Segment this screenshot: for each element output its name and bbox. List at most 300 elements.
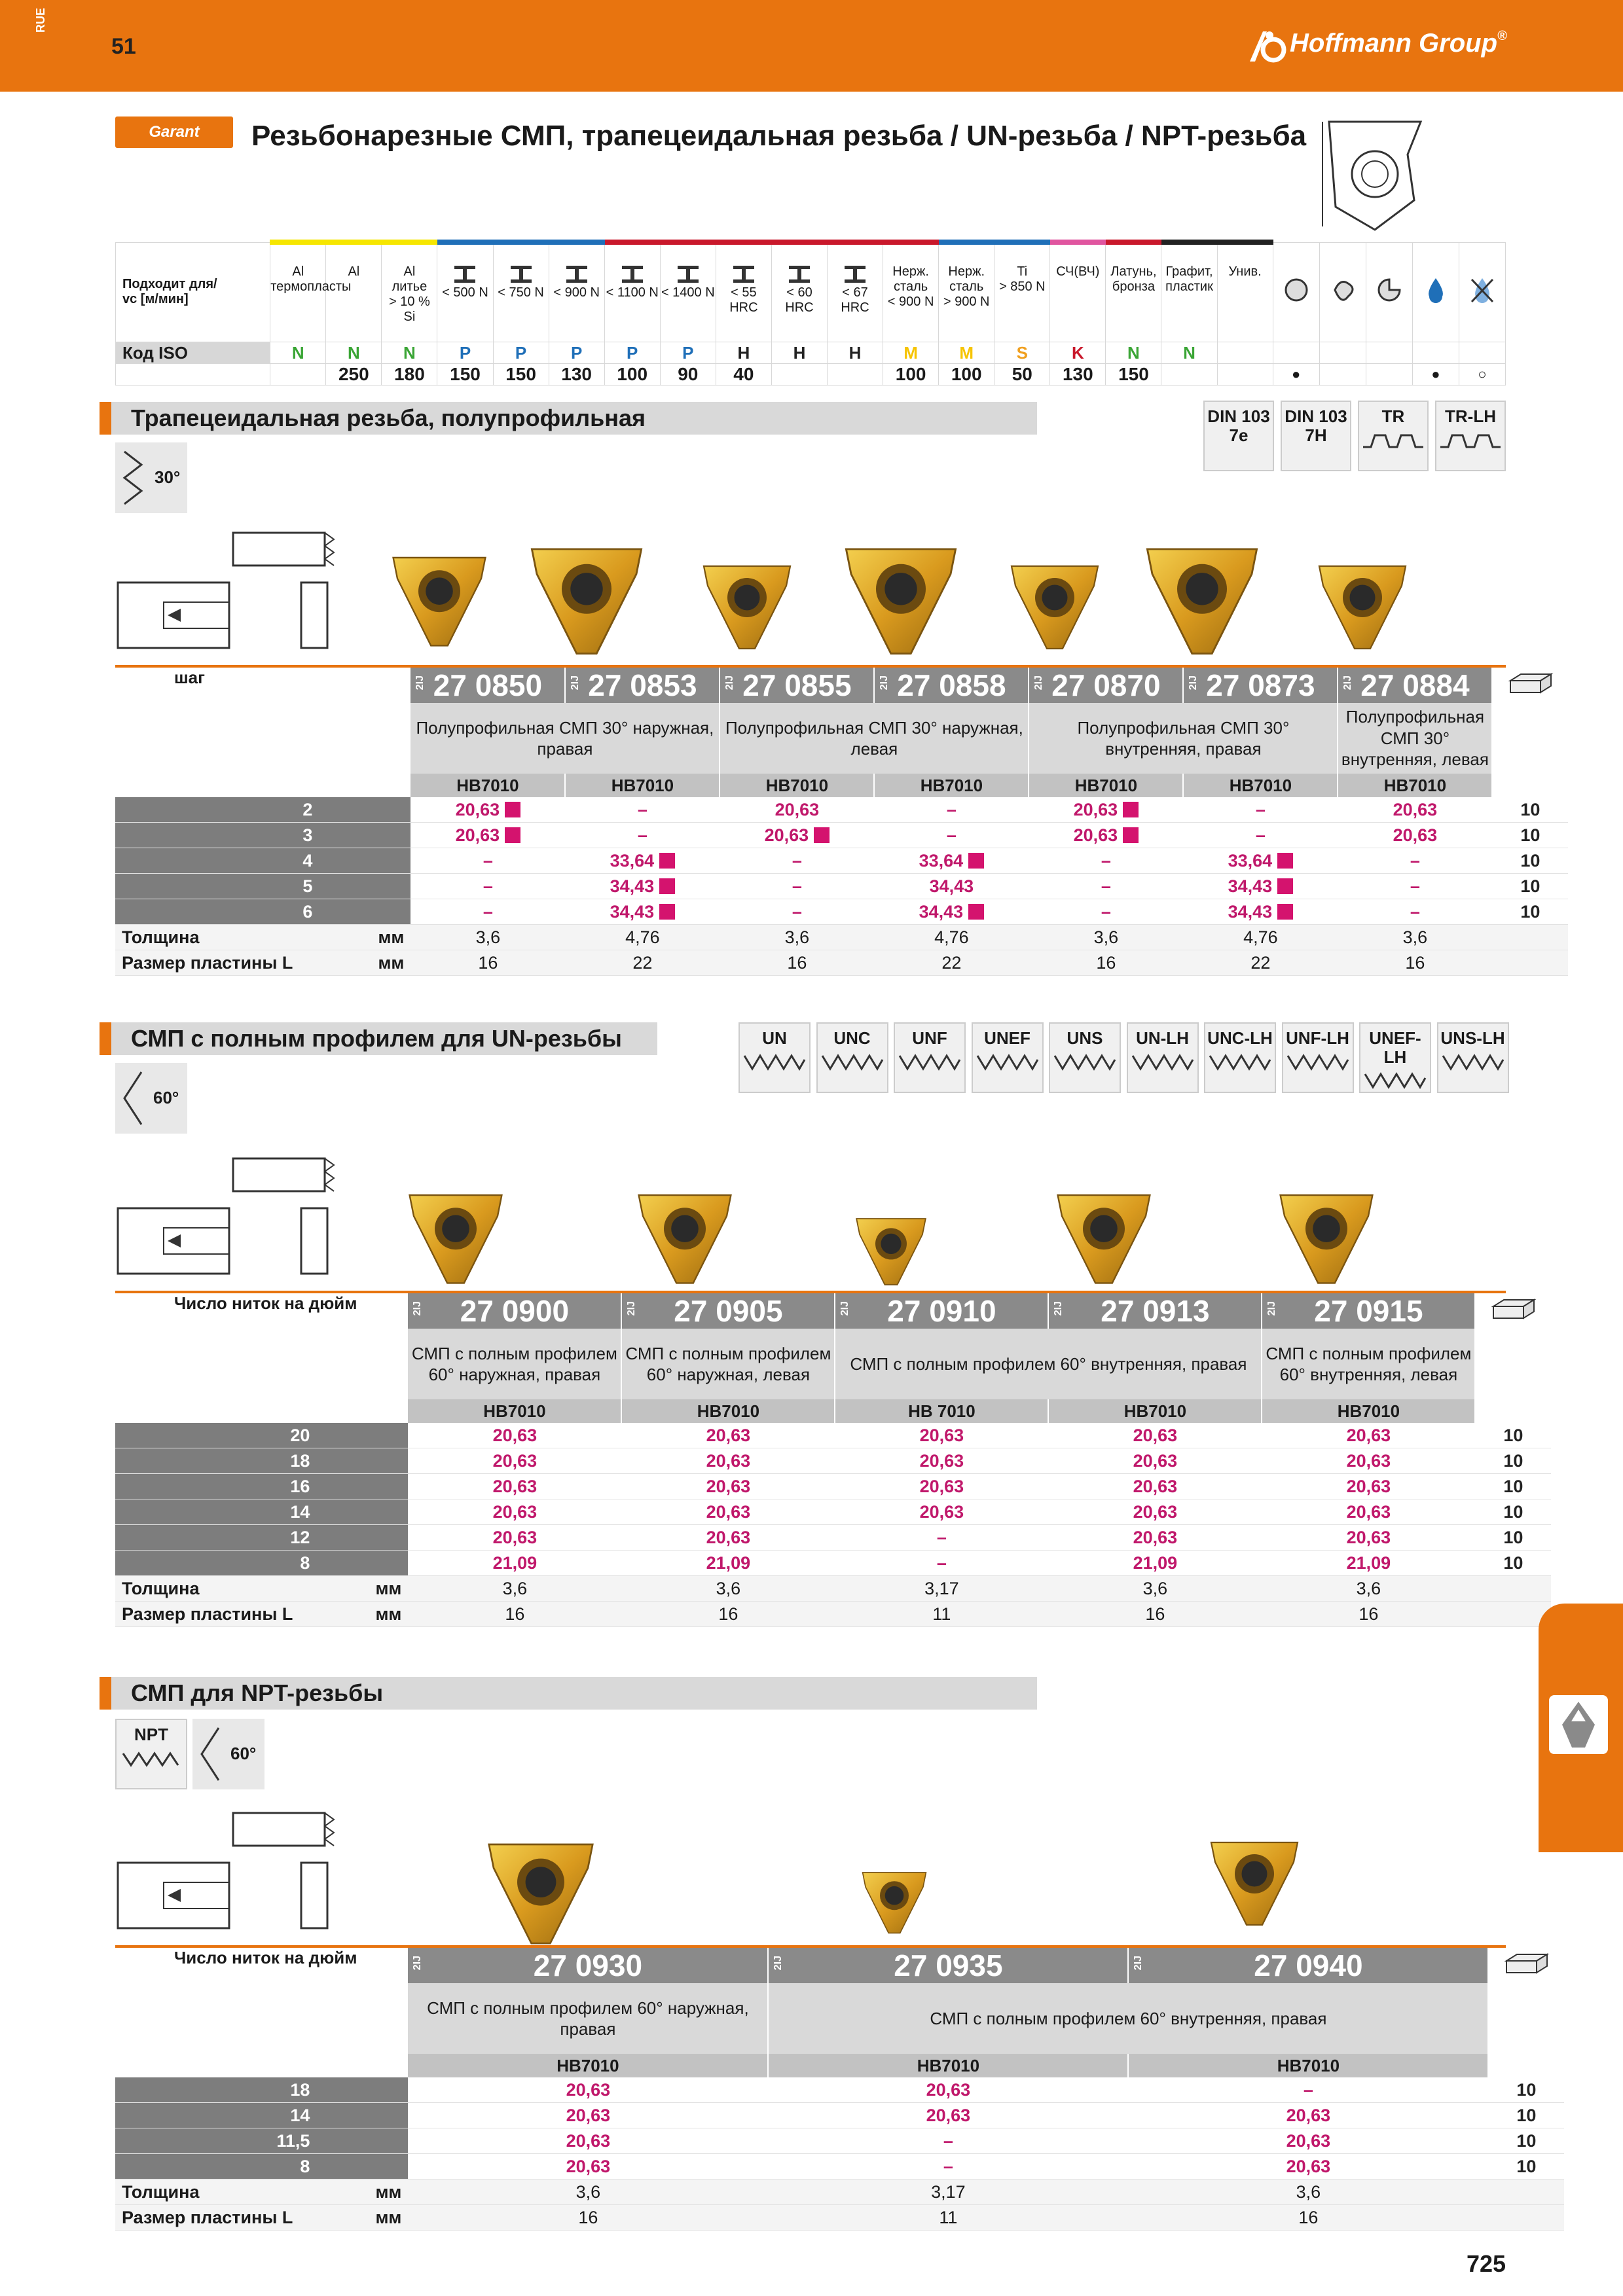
price-value: 20,63 [835,1499,1048,1525]
material-header: < 750 N [493,242,549,342]
price-value: 20,63 [1128,2154,1488,2179]
price-value: – [720,874,874,899]
info-unit: мм [293,1576,408,1602]
angle-badge-30: 30° [115,442,187,513]
availability-mark-icon [968,853,984,869]
material-header: Al термопласты [270,242,326,342]
pack-quantity: 10 [1492,874,1568,899]
fit-for-label: Подходит для/ vc [м/мин] [116,242,270,342]
thread-insert-image [848,1211,934,1289]
price-value: 20,63 [408,1499,621,1525]
price-value: – [720,848,874,874]
grade: HB7010 [621,1399,835,1423]
info-row [115,950,1568,976]
price-value: 20,63 [408,1474,621,1499]
thread-standard-badge: UNC [816,1022,888,1093]
material-header: Графит, пластик [1161,242,1217,342]
steel-beam-icon [661,264,716,285]
info-unit: мм [293,2179,408,2205]
price-value: 21,09 [1048,1551,1262,1576]
pack-quantity: 10 [1492,797,1568,823]
price-value: 20,63 [621,1525,835,1551]
price-value: – [874,823,1029,848]
grade: HB7010 [408,2054,768,2077]
info-value: 16 [1048,1602,1262,1627]
price-value: 20,63 [408,2128,768,2154]
info-row [115,2179,1564,2205]
availability-mark-icon [1277,853,1293,869]
thread-standard-badge: UNEF-LH [1359,1022,1431,1093]
table-row [115,1423,1551,1448]
article-number: 2IJ 27 0873 [1183,668,1338,703]
cutting-speed: 150 [1106,364,1161,386]
info-value: 3,6 [1029,925,1183,950]
cutting-speed: 130 [549,364,604,386]
price-value: 20,63 [1262,1474,1475,1499]
info-value: 4,76 [565,925,720,950]
price-value: 33,64 [565,848,720,874]
cutting-speed: 250 [326,364,382,386]
irregular-cut-icon [1319,242,1366,342]
row-key: 20 [115,1423,408,1448]
trap-product-table [115,665,1569,976]
price-value: 20,63 [410,823,565,848]
price-value: – [410,848,565,874]
section-title-trapezoidal: Трапецеидальная резьба, полупрофильная [100,402,1037,435]
pack-quantity: 10 [1475,1448,1551,1474]
price-value: 33,64 [1183,848,1338,874]
thread-insert-image [1045,1185,1163,1289]
info-value: 22 [1183,950,1338,976]
price-value: – [1338,848,1492,874]
info-value: 3,6 [410,925,565,950]
table-row [115,797,1568,823]
material-header: Ti > 850 N [994,242,1050,342]
hoffmann-logo-icon [1247,27,1286,64]
insert-description: СМП с полным профилем 60° внутренняя, правая [768,1983,1488,2054]
un-product-table [115,1291,1552,1627]
price-value: 20,63 [408,1448,621,1474]
thread-standard-badge: UNF-LH [1282,1022,1354,1093]
price-value: 21,09 [621,1551,835,1576]
price-value: 20,63 [1029,823,1183,848]
price-value: 20,63 [1048,1499,1262,1525]
material-header: Al [326,242,382,342]
pack-quantity: 10 [1488,2154,1564,2179]
thread-standard-badge: DIN 103 7H [1281,401,1351,471]
material-header: < 67 HRC [828,242,883,342]
price-value: 20,63 [408,1423,621,1448]
table-head-label: Число ниток на дюйм [174,1948,357,1967]
price-value: 34,43 [1183,899,1338,925]
pack-quantity: 10 [1488,2077,1564,2103]
info-value: 4,76 [874,925,1029,950]
coolant-drop-icon [1412,242,1459,342]
iso-code: N [1161,342,1217,364]
article-number: 2IJ 27 0940 [1128,1948,1488,1983]
garant-logo: Garant [115,117,233,148]
article-number: 2IJ 27 0853 [565,668,720,703]
grade: HB7010 [408,1399,621,1423]
grade: HB 7010 [835,1399,1048,1423]
info-value: 3,6 [1338,925,1492,950]
section-title-npt: СМП для NPT-резьбы [100,1677,1037,1710]
row-key: 16 [115,1474,408,1499]
price-value: – [565,823,720,848]
grade: HB7010 [565,774,720,797]
thread-insert-image [835,537,966,661]
price-value: 20,63 [1128,2103,1488,2128]
iso-code: K [1050,342,1106,364]
info-value: 3,17 [768,2179,1128,2205]
price-value: – [1338,874,1492,899]
insert-description: Полупрофильная СМП 30° наружная, правая [410,703,720,774]
info-row [115,1576,1551,1602]
table-row [115,1499,1551,1525]
article-number: 2IJ 27 0858 [874,668,1029,703]
price-value: 20,63 [1048,1448,1262,1474]
cutting-speed: 180 [382,364,437,386]
price-value: – [1338,899,1492,925]
article-number: 2IJ 27 0915 [1262,1293,1475,1329]
availability-mark-icon [1123,802,1139,817]
article-number: 2IJ 27 0935 [768,1948,1128,1983]
condition-mark [1366,364,1412,386]
price-value: 20,63 [1048,1525,1262,1551]
price-value: 20,63 [1262,1499,1475,1525]
availability-mark-icon [968,904,984,920]
pack-quantity: 10 [1475,1525,1551,1551]
price-value: 20,63 [1262,1525,1475,1551]
cutting-speed: 40 [716,364,771,386]
info-value: 22 [565,950,720,976]
info-key: Толщина [115,1576,293,1602]
info-value: 22 [874,950,1029,976]
grade: HB7010 [1029,774,1183,797]
price-value: – [565,797,720,823]
turning-tool-icon [1549,1695,1608,1754]
price-value: 20,63 [1048,1474,1262,1499]
iso-code: H [716,342,771,364]
thread-insert-image [475,1833,606,1950]
cutting-speed: 100 [883,364,939,386]
availability-mark-icon [814,827,830,843]
thread-insert-image [521,537,652,661]
info-unit: мм [293,1602,408,1627]
article-number: 2IJ 27 0913 [1048,1293,1262,1329]
info-value: 16 [1338,950,1492,976]
material-header: Нерж. сталь > 900 N [939,242,994,342]
material-header: СЧ(ВЧ) [1050,242,1106,342]
price-value: – [768,2154,1128,2179]
interrupted-cut-icon [1366,242,1412,342]
price-value: 20,63 [408,1525,621,1551]
condition-mark [1319,364,1366,386]
info-value: 3,6 [720,925,874,950]
thread-insert-image [1202,1833,1307,1931]
availability-mark-icon [1123,827,1139,843]
price-value: – [720,899,874,925]
table-row [115,1551,1551,1576]
price-value: 34,43 [565,874,720,899]
steel-beam-icon [549,264,604,285]
cutting-speed [1161,364,1217,386]
grade: HB7010 [1048,1399,1262,1423]
thread-standard-badge: UNEF [972,1022,1044,1093]
iso-code: P [604,342,660,364]
grade: HB7010 [720,774,874,797]
thread-standard-badge: UN [739,1022,811,1093]
row-key: 14 [115,1499,408,1525]
condition-mark: ● [1412,364,1459,386]
grade: HB7010 [1128,2054,1488,2077]
language-tag: RUE [34,7,47,33]
row-key: 18 [115,1448,408,1474]
insert-description: Полупрофильная СМП 30° внутренняя, правая [1029,703,1338,774]
table-row [115,2154,1564,2179]
table-row [115,874,1568,899]
price-value: 20,63 [1262,1423,1475,1448]
iso-code: S [994,342,1050,364]
cutting-speed [828,364,883,386]
iso-code: P [493,342,549,364]
price-value: – [410,899,565,925]
thread-insert-image [999,556,1110,655]
price-value: 20,63 [835,1423,1048,1448]
table-row [115,1525,1551,1551]
row-key: 12 [115,1525,408,1551]
price-value: – [1128,2077,1488,2103]
info-value: 16 [1262,1602,1475,1627]
cutting-speed: 100 [604,364,660,386]
iso-code: N [270,342,326,364]
price-value: – [1029,848,1183,874]
iso-code: P [437,342,493,364]
page-title: Резьбонарезные СМП, трапецеидальная резьба / UN-резьба / NPT-резьба [251,120,1307,152]
availability-mark-icon [505,827,520,843]
table-row [115,1448,1551,1474]
info-value: 3,6 [1048,1576,1262,1602]
row-key: 18 [115,2077,408,2103]
article-number: 2IJ 27 0930 [408,1948,768,1983]
info-value: 3,6 [621,1576,835,1602]
price-value: – [768,2128,1128,2154]
material-header: < 55 HRC [716,242,771,342]
iso-code: H [771,342,827,364]
article-number: 2IJ 27 0905 [621,1293,835,1329]
grade: HB7010 [1338,774,1492,797]
price-value: 20,63 [408,2103,768,2128]
price-value: 20,63 [1029,797,1183,823]
row-key: 2 [115,797,410,823]
price-value: 20,63 [720,797,874,823]
info-key: Размер пластины L [115,1602,293,1627]
info-value: 16 [408,1602,621,1627]
pack-quantity: 10 [1492,823,1568,848]
article-range: 27 0850–27 0940 [116,364,270,386]
article-number: 2IJ 27 0850 [410,668,565,703]
steel-beam-icon [772,264,827,285]
row-key: 5 [115,874,410,899]
steel-beam-icon [605,264,660,285]
iso-code: N [382,342,437,364]
thread-standard-badge: UNS-LH [1437,1022,1509,1093]
angle-badge-60: 60° [115,1063,187,1134]
info-value: 3,6 [1262,1576,1475,1602]
availability-mark-icon [505,802,520,817]
price-value: 34,43 [874,874,1029,899]
info-row [115,925,1568,950]
material-header: < 60 HRC [771,242,827,342]
pack-quantity: 10 [1475,1474,1551,1499]
page-number-bottom: 725 [1467,2250,1506,2277]
grade: HB7010 [1262,1399,1475,1423]
material-header: Латунь, бронза [1106,242,1161,342]
price-value: 34,43 [874,899,1029,925]
price-value: 20,63 [1338,823,1492,848]
tool-holder-sketch-un [115,1156,338,1280]
info-value: 11 [835,1602,1048,1627]
info-unit: мм [293,2205,408,2231]
condition-mark: ● [1273,364,1319,386]
info-value: 16 [408,2205,768,2231]
price-value: 20,63 [1128,2128,1488,2154]
grade: HB7010 [874,774,1029,797]
iso-code: P [660,342,716,364]
info-value: 3,6 [1128,2179,1488,2205]
insert-description: СМП с полным профилем 60° внутренняя, левая [1262,1329,1475,1399]
price-value: 20,63 [1338,797,1492,823]
insert-description: СМП с полным профилем 60° внутренняя, правая [835,1329,1262,1399]
thread-standard-badge: UNF [894,1022,966,1093]
iso-code: M [883,342,939,364]
info-row [115,2205,1564,2231]
availability-mark-icon [1277,904,1293,920]
pack-quantity: 10 [1475,1423,1551,1448]
grade: HB7010 [1183,774,1338,797]
table-head-label: Число ниток на дюйм [174,1293,357,1313]
cutting-speed: 50 [994,364,1050,386]
dry-cut-icon [1459,242,1505,342]
steel-beam-icon [716,264,771,285]
table-row [115,2128,1564,2154]
price-value: – [1029,874,1183,899]
thread-standard-badge: TR [1358,401,1429,471]
info-value: 4,76 [1183,925,1338,950]
iso-code: N [1106,342,1161,364]
price-value: 20,63 [621,1423,835,1448]
info-value: 16 [720,950,874,976]
price-value: 20,63 [835,1474,1048,1499]
cutting-speed: 90 [660,364,716,386]
price-value: 21,09 [408,1551,621,1576]
row-key: 4 [115,848,410,874]
condition-mark: ○ [1459,364,1505,386]
table-row [115,823,1568,848]
thread-insert-image [397,1185,515,1289]
grade: HB7010 [410,774,565,797]
price-value: – [1029,899,1183,925]
info-key: Размер пластины L [115,950,293,976]
article-number: 2IJ 27 0900 [408,1293,621,1329]
price-value: 20,63 [408,2077,768,2103]
price-value: 34,43 [565,899,720,925]
iso-code-label: Код ISO [116,342,270,364]
npt-product-table [115,1945,1565,2231]
pack-quantity: 10 [1488,2128,1564,2154]
info-unit: мм [293,950,410,976]
iso-code: P [549,342,604,364]
cutting-speed: 130 [1050,364,1106,386]
section-title-un: СМП с полным профилем для UN-резьбы [100,1022,657,1055]
info-row [115,1602,1551,1627]
pack-quantity: 10 [1475,1551,1551,1576]
table-row [115,899,1568,925]
price-value: 33,64 [874,848,1029,874]
pack-quantity: 10 [1488,2103,1564,2128]
availability-mark-icon [659,904,675,920]
info-unit: мм [293,925,410,950]
availability-mark-icon [1277,878,1293,894]
thread-standard-badge: TR-LH [1435,401,1506,471]
price-value: 20,63 [621,1499,835,1525]
price-value: 20,63 [1048,1423,1262,1448]
info-key: Размер пластины L [115,2205,293,2231]
package-icon [1475,1293,1551,1329]
cutting-speed: 150 [437,364,493,386]
material-header: < 1100 N [604,242,660,342]
article-number: 2IJ 27 0855 [720,668,874,703]
price-value: 20,63 [768,2077,1128,2103]
package-icon [1492,668,1568,703]
material-header: < 900 N [549,242,604,342]
price-value: – [835,1525,1048,1551]
npt-badge: NPT [115,1719,187,1789]
material-header: Унив. [1217,242,1273,342]
tool-holder-sketch-npt [115,1810,338,1935]
row-key: 14 [115,2103,408,2128]
price-value: 34,43 [1183,874,1338,899]
table-row [115,2077,1564,2103]
price-value: 21,09 [1262,1551,1475,1576]
thread-standard-badge: UN-LH [1127,1022,1199,1093]
insert-dimension-drawing [1309,115,1427,240]
table-head-label: шаг [174,668,205,687]
thread-insert-image [1267,1185,1385,1289]
row-key: 11,5 [115,2128,408,2154]
insert-description: СМП с полным профилем 60° наружная, правая [408,1329,621,1399]
article-number: 2IJ 27 0884 [1338,668,1492,703]
cutting-speed: 100 [939,364,994,386]
material-header: < 1400 N [660,242,716,342]
page-number-top: 51 [111,34,136,59]
info-value: 16 [621,1602,835,1627]
iso-code [1217,342,1273,364]
info-value: 16 [1029,950,1183,976]
pack-quantity: 10 [1475,1499,1551,1525]
price-value: 20,63 [1262,1448,1475,1474]
info-value: 16 [410,950,565,976]
circle-icon [1273,242,1319,342]
info-key: Толщина [115,925,293,950]
price-value: 20,63 [835,1448,1048,1474]
insert-description: СМП с полным профилем 60° наружная, левая [621,1329,835,1399]
material-header: < 500 N [437,242,493,342]
price-value: 20,63 [768,2103,1128,2128]
thread-standard-badge: DIN 103 7e [1203,401,1274,471]
price-value: – [874,797,1029,823]
thread-insert-image [1307,556,1418,655]
